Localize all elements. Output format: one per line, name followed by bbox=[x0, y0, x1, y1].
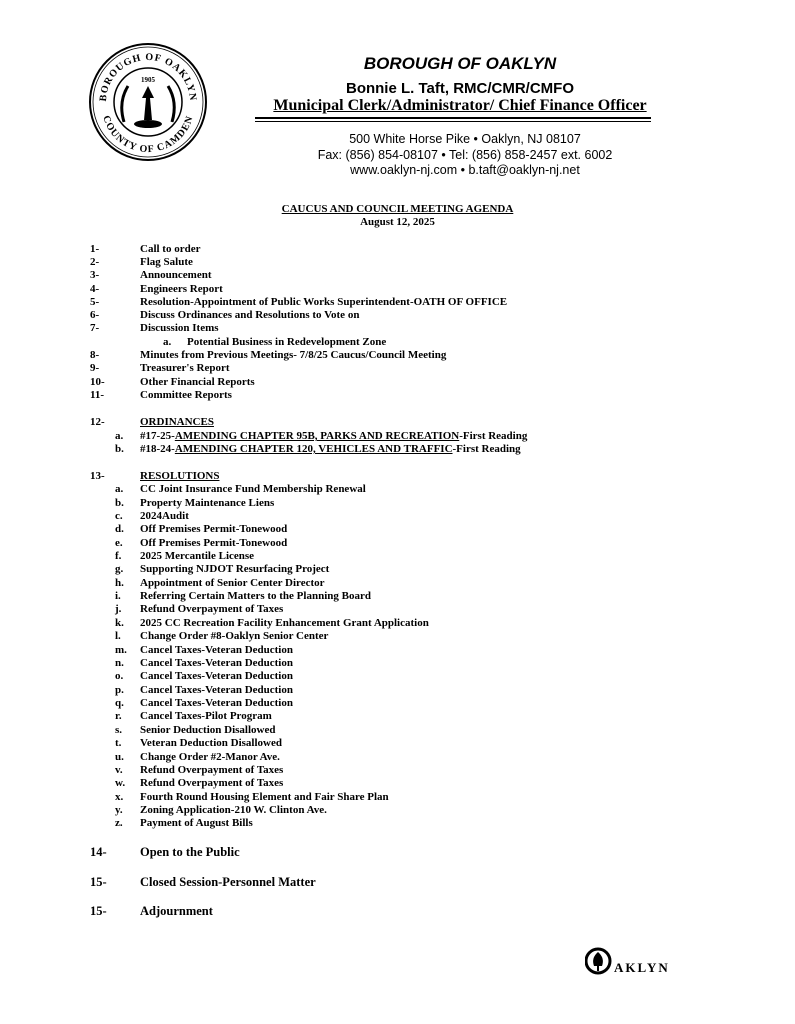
item-number: 15- bbox=[90, 904, 107, 918]
item-number: 5- bbox=[90, 296, 100, 308]
item-letter: i. bbox=[115, 590, 121, 602]
ordinance-title: AMENDING CHAPTER 120, VEHICLES AND TRAFFIC bbox=[174, 443, 453, 455]
item-letter: u. bbox=[115, 751, 124, 763]
item-letter: n. bbox=[115, 657, 124, 669]
item-letter: y. bbox=[115, 804, 123, 816]
item-text: Refund Overpayment of Taxes bbox=[140, 764, 284, 776]
item-text: Cancel Taxes-Veteran Deduction bbox=[140, 684, 293, 696]
item-letter: o. bbox=[115, 670, 124, 682]
item-letter: s. bbox=[115, 724, 123, 736]
item-number: 13- bbox=[90, 470, 105, 482]
item-text: Cancel Taxes-Veteran Deduction bbox=[140, 670, 293, 682]
item-text: Supporting NJDOT Resurfacing Project bbox=[140, 563, 330, 575]
ordinance-number: #17-25- bbox=[140, 430, 175, 442]
item-letter: f. bbox=[115, 550, 122, 562]
seal-bottom-text: COUNTY OF CAMDEN bbox=[100, 114, 196, 156]
item-text: Discussion Items bbox=[140, 322, 219, 334]
item-text: Cancel Taxes-Veteran Deduction bbox=[140, 697, 293, 709]
item-letter: d. bbox=[115, 523, 124, 535]
item-text: Off Premises Permit-Tonewood bbox=[140, 537, 288, 549]
item-letter: r. bbox=[115, 710, 122, 722]
item-text: Change Order #8-Oaklyn Senior Center bbox=[140, 630, 329, 642]
address-line: 500 White Horse Pike • Oaklyn, NJ 08107 bbox=[349, 132, 581, 146]
item-letter: v. bbox=[115, 764, 123, 776]
resolutions-heading: RESOLUTIONS bbox=[140, 470, 220, 482]
agenda-date: August 12, 2025 bbox=[360, 216, 435, 228]
header-rule-thick bbox=[255, 117, 651, 119]
phone-line: Fax: (856) 854-08107 • Tel: (856) 858-2457 ext. 6002 bbox=[317, 148, 613, 162]
item-letter: c. bbox=[115, 510, 123, 522]
item-number: 4- bbox=[90, 283, 100, 295]
item-number: 14- bbox=[90, 845, 107, 859]
item-text: Minutes from Previous Meetings- 7/8/25 Caucus/Council Meeting bbox=[140, 349, 447, 361]
item-number: 6- bbox=[90, 309, 100, 321]
item-text: Cancel Taxes-Veteran Deduction bbox=[140, 644, 293, 656]
item-number: 11- bbox=[90, 389, 105, 401]
item-letter: m. bbox=[115, 644, 127, 656]
item-text: Other Financial Reports bbox=[140, 376, 255, 388]
item-letter: j. bbox=[115, 603, 122, 615]
item-text: Committee Reports bbox=[140, 389, 232, 401]
item-text: Payment of August Bills bbox=[140, 817, 253, 829]
item-text: Call to order bbox=[140, 243, 201, 255]
item-text: Veteran Deduction Disallowed bbox=[140, 737, 282, 749]
item-text: Discuss Ordinances and Resolutions to Vote on bbox=[140, 309, 360, 321]
item-number: 8- bbox=[90, 349, 100, 361]
agenda-title: CAUCUS AND COUNCIL MEETING AGENDA bbox=[281, 203, 514, 215]
item-number: 3- bbox=[90, 269, 100, 281]
item-text: Appointment of Senior Center Director bbox=[140, 577, 325, 589]
seal-top-text: BOROUGH OF OAKLYN bbox=[97, 51, 199, 102]
ordinance-reading: -First Reading bbox=[459, 430, 528, 442]
item-number: 1- bbox=[90, 243, 100, 255]
item-text: Zoning Application-210 W. Clinton Ave. bbox=[140, 804, 327, 816]
item-letter: x. bbox=[115, 791, 124, 803]
borough-name: BOROUGH OF OAKLYN bbox=[363, 54, 557, 73]
item-text: CC Joint Insurance Fund Membership Renewal bbox=[140, 483, 366, 495]
web-email-line[interactable]: www.oaklyn-nj.com • b.taft@oaklyn-nj.net bbox=[350, 163, 580, 177]
item-text: 2025 Mercantile License bbox=[140, 550, 255, 562]
item-letter: g. bbox=[115, 563, 124, 575]
item-text: Change Order #2-Manor Ave. bbox=[140, 751, 280, 763]
item-letter: k. bbox=[115, 617, 124, 629]
item-text: Property Maintenance Liens bbox=[140, 497, 275, 509]
ordinance-title: AMENDING CHAPTER 95B, PARKS AND RECREATION bbox=[174, 430, 460, 442]
item-number: 15- bbox=[90, 875, 107, 889]
item-text: Cancel Taxes-Pilot Program bbox=[140, 710, 272, 722]
item-letter: h. bbox=[115, 577, 124, 589]
item-text: Fourth Round Housing Element and Fair Share Plan bbox=[140, 791, 389, 803]
item-text: Off Premises Permit-Tonewood bbox=[140, 523, 288, 535]
borough-seal-logo bbox=[88, 42, 208, 162]
item-text: Announcement bbox=[140, 269, 212, 281]
item-text: 2025 CC Recreation Facility Enhancement Grant Application bbox=[140, 617, 429, 629]
item-number: 9- bbox=[90, 362, 100, 374]
item-text: Treasurer's Report bbox=[140, 362, 230, 374]
item-letter: a. bbox=[115, 483, 124, 495]
item-letter: q. bbox=[115, 697, 124, 709]
item-text: Refund Overpayment of Taxes bbox=[140, 777, 284, 789]
item-letter: t. bbox=[115, 737, 122, 749]
item-letter: b. bbox=[115, 443, 124, 455]
item-number: 12- bbox=[90, 416, 105, 428]
item-text: Adjournment bbox=[140, 904, 213, 918]
item-text: Potential Business in Redevelopment Zone bbox=[187, 336, 387, 348]
item-letter: z. bbox=[115, 817, 123, 829]
item-text: 2024Audit bbox=[140, 510, 189, 522]
item-letter: a. bbox=[163, 336, 172, 348]
item-text: Engineers Report bbox=[140, 283, 223, 295]
clerk-title: Municipal Clerk/Administrator/ Chief Finance Officer bbox=[273, 97, 647, 114]
item-number: 2- bbox=[90, 256, 100, 268]
item-number: 10- bbox=[90, 376, 105, 388]
ordinances-heading: ORDINANCES bbox=[140, 416, 214, 428]
item-letter: p. bbox=[115, 684, 124, 696]
item-text: Cancel Taxes-Veteran Deduction bbox=[140, 657, 293, 669]
item-text: Resolution-Appointment of Public Works Superintendent-OATH OF OFFICE bbox=[140, 296, 508, 308]
item-letter: w. bbox=[115, 777, 126, 789]
item-letter: a. bbox=[115, 430, 124, 442]
item-text: Senior Deduction Disallowed bbox=[140, 724, 276, 736]
item-letter: l. bbox=[115, 630, 121, 642]
item-letter: e. bbox=[115, 537, 123, 549]
oaklyn-footer-logo bbox=[585, 940, 705, 980]
item-text: Referring Certain Matters to the Planning Board bbox=[140, 590, 371, 602]
item-text: Open to the Public bbox=[140, 845, 240, 859]
item-text: Flag Salute bbox=[140, 256, 193, 268]
ordinance-number: #18-24- bbox=[140, 443, 175, 455]
seal-year: 1905 bbox=[141, 76, 155, 84]
item-text: Closed Session-Personnel Matter bbox=[140, 875, 316, 889]
item-letter: b. bbox=[115, 497, 124, 509]
item-number: 7- bbox=[90, 322, 100, 334]
clerk-name: Bonnie L. Taft, RMC/CMR/CMFO bbox=[345, 80, 575, 97]
ordinance-reading: -First Reading bbox=[452, 443, 521, 455]
footer-logo-text: AKLYN bbox=[614, 960, 670, 975]
header-rule-thin bbox=[255, 121, 651, 122]
item-text: Refund Overpayment of Taxes bbox=[140, 603, 284, 615]
